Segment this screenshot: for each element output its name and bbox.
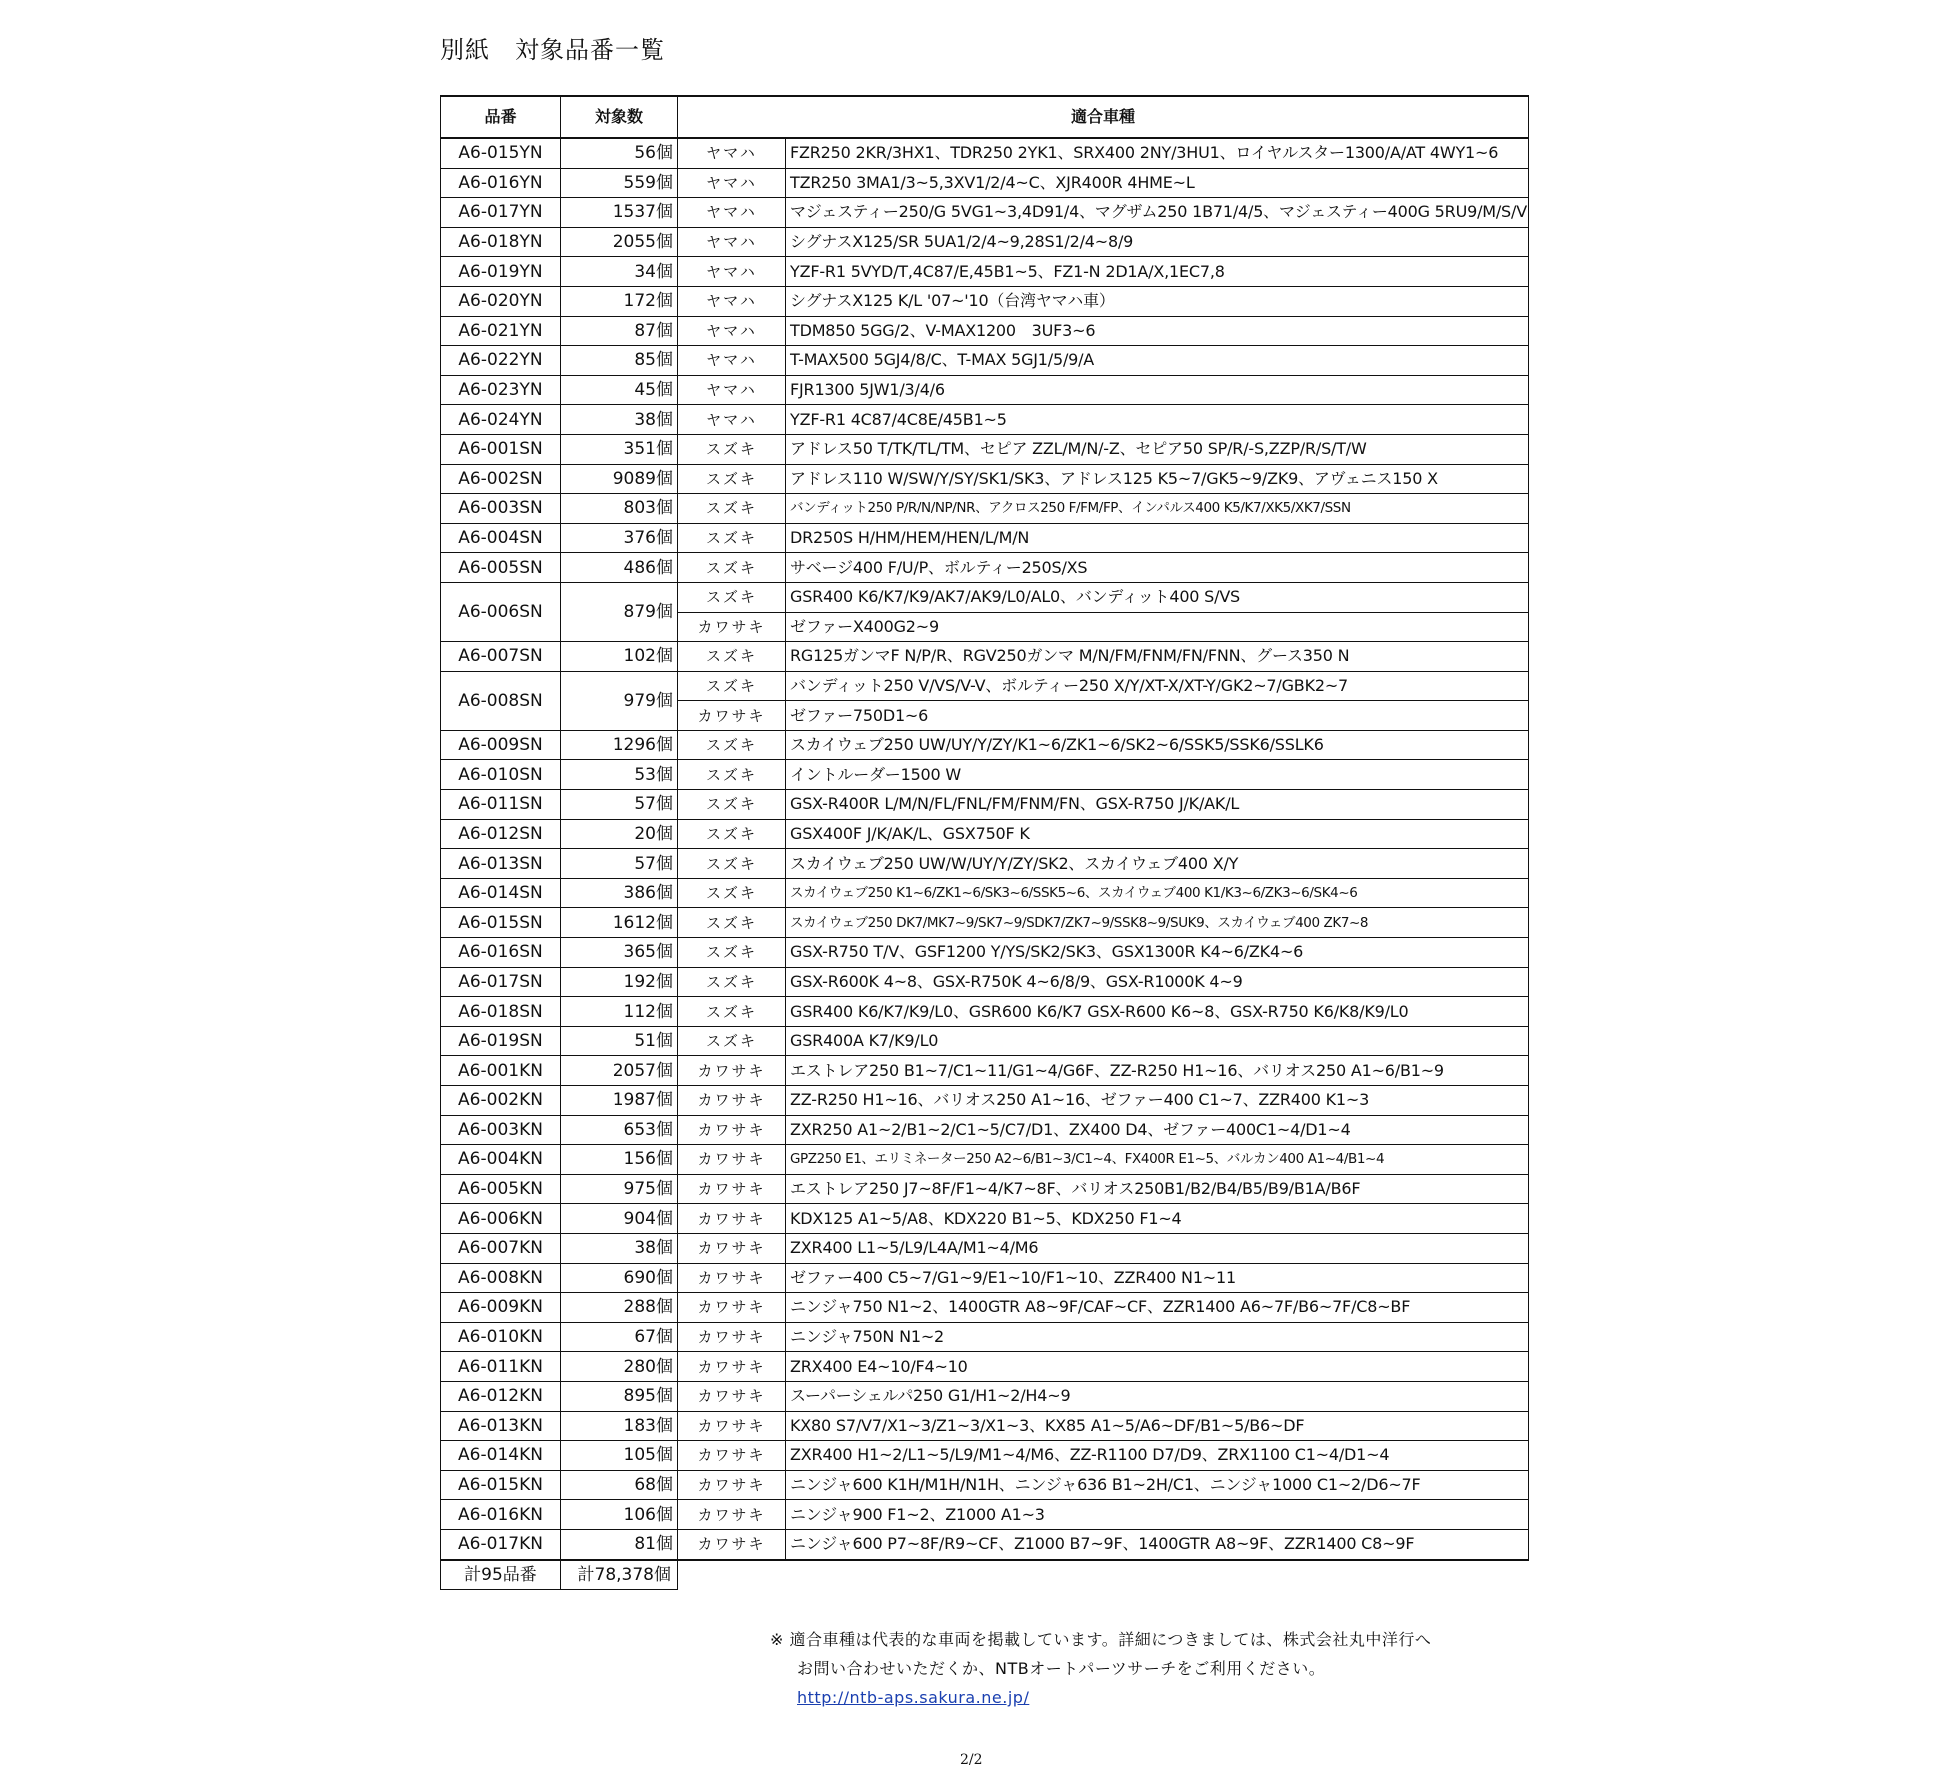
- part-number-cell: A6-017SN: [441, 967, 561, 997]
- part-number-cell: A6-003SN: [441, 494, 561, 524]
- table-row: [441, 227, 1529, 257]
- quantity-cell: 81個: [561, 1529, 678, 1559]
- table-row: [441, 1441, 1529, 1471]
- quantity-cell: 365個: [561, 938, 678, 968]
- header-compatible-models: 適合車種: [678, 96, 1529, 138]
- table-row: [441, 346, 1529, 376]
- models-cell: ニンジャ600 P7~8F/R9~CF、Z1000 B7~9F、1400GTR A8~9F、ZZR1400 C8~9F: [786, 1529, 1529, 1559]
- maker-cell: カワサキ: [678, 612, 786, 642]
- quantity-cell: 183個: [561, 1411, 678, 1441]
- models-cell: KX80 S7/V7/X1~3/Z1~3/X1~3、KX85 A1~5/A6~DF/B1~5/B6~DF: [786, 1411, 1529, 1441]
- search-site-link[interactable]: http://ntb-aps.sakura.ne.jp/: [797, 1688, 1030, 1707]
- part-number-cell: A6-021YN: [441, 316, 561, 346]
- part-number-cell: A6-005KN: [441, 1174, 561, 1204]
- quantity-cell: 53個: [561, 760, 678, 790]
- part-number-cell: A6-013KN: [441, 1411, 561, 1441]
- page-title: 別紙 対象品番一覧: [440, 36, 665, 64]
- table-row: [441, 1026, 1529, 1056]
- table-row: [441, 405, 1529, 435]
- table-row: [441, 375, 1529, 405]
- total-spacer: [678, 1560, 786, 1590]
- part-number-cell: A6-009SN: [441, 730, 561, 760]
- quantity-cell: 102個: [561, 642, 678, 672]
- quantity-cell: 1612個: [561, 908, 678, 938]
- part-number-cell: A6-018YN: [441, 227, 561, 257]
- table-row: [441, 582, 1529, 612]
- maker-cell: カワサキ: [678, 1411, 786, 1441]
- quantity-cell: 486個: [561, 553, 678, 583]
- quantity-cell: 67個: [561, 1322, 678, 1352]
- table-row: [441, 849, 1529, 879]
- models-cell: GSR400 K6/K7/K9/L0、GSR600 K6/K7 GSX-R600 K6~8、GSX-R750 K6/K8/K9/L0: [786, 997, 1529, 1027]
- quantity-cell: 38個: [561, 405, 678, 435]
- quantity-cell: 105個: [561, 1441, 678, 1471]
- maker-cell: カワサキ: [678, 1115, 786, 1145]
- models-cell: ニンジャ900 F1~2、Z1000 A1~3: [786, 1500, 1529, 1530]
- quantity-cell: 9089個: [561, 464, 678, 494]
- table-row: [441, 938, 1529, 968]
- quantity-cell: 904個: [561, 1204, 678, 1234]
- table-row: [441, 1086, 1529, 1116]
- maker-cell: スズキ: [678, 967, 786, 997]
- table-row: [441, 464, 1529, 494]
- table-row: [441, 790, 1529, 820]
- quantity-cell: 156個: [561, 1145, 678, 1175]
- header-quantity: 対象数: [561, 96, 678, 138]
- maker-cell: カワサキ: [678, 1086, 786, 1116]
- quantity-cell: 57個: [561, 790, 678, 820]
- maker-cell: スズキ: [678, 553, 786, 583]
- part-number-cell: A6-019SN: [441, 1026, 561, 1056]
- models-cell: DR250S H/HM/HEM/HEN/L/M/N: [786, 523, 1529, 553]
- quantity-cell: 2057個: [561, 1056, 678, 1086]
- maker-cell: スズキ: [678, 1026, 786, 1056]
- maker-cell: カワサキ: [678, 1441, 786, 1471]
- table-row: [441, 1381, 1529, 1411]
- part-number-cell: A6-016KN: [441, 1500, 561, 1530]
- footnote-line-2: お問い合わせいただくか、NTBオートパーツサーチをご利用ください。: [797, 1659, 1326, 1678]
- models-cell: ゼファー400 C5~7/G1~9/E1~10/F1~10、ZZR400 N1~11: [786, 1263, 1529, 1293]
- models-cell: YZF-R1 4C87/4C8E/45B1~5: [786, 405, 1529, 435]
- models-cell: FJR1300 5JW1/3/4/6: [786, 375, 1529, 405]
- table-row: [441, 967, 1529, 997]
- maker-cell: スズキ: [678, 582, 786, 612]
- models-cell: KDX125 A1~5/A8、KDX220 B1~5、KDX250 F1~4: [786, 1204, 1529, 1234]
- table-row: [441, 198, 1529, 228]
- maker-cell: カワサキ: [678, 1056, 786, 1086]
- table-row: [441, 997, 1529, 1027]
- maker-cell: スズキ: [678, 494, 786, 524]
- maker-cell: カワサキ: [678, 1500, 786, 1530]
- maker-cell: スズキ: [678, 790, 786, 820]
- part-number-cell: A6-006KN: [441, 1204, 561, 1234]
- quantity-cell: 38個: [561, 1233, 678, 1263]
- table-row: [441, 878, 1529, 908]
- maker-cell: スズキ: [678, 908, 786, 938]
- part-number-cell: A6-011SN: [441, 790, 561, 820]
- table-row: [441, 642, 1529, 672]
- table-row: [441, 1174, 1529, 1204]
- maker-cell: カワサキ: [678, 1174, 786, 1204]
- maker-cell: ヤマハ: [678, 227, 786, 257]
- table-row: [441, 168, 1529, 198]
- quantity-cell: 87個: [561, 316, 678, 346]
- quantity-cell: 351個: [561, 434, 678, 464]
- models-cell: エストレア250 J7~8F/F1~4/K7~8F、バリオス250B1/B2/B4/B5/B9/B1A/B6F: [786, 1174, 1529, 1204]
- part-number-cell: A6-012SN: [441, 819, 561, 849]
- table-row: [441, 1056, 1529, 1086]
- models-cell: ZXR400 H1~2/L1~5/L9/M1~4/M6、ZZ-R1100 D7/D9、ZRX1100 C1~4/D1~4: [786, 1441, 1529, 1471]
- maker-cell: スズキ: [678, 997, 786, 1027]
- table-row: [441, 553, 1529, 583]
- table-row: [441, 1293, 1529, 1323]
- models-cell: ゼファー750D1~6: [786, 701, 1529, 731]
- table-row: [441, 1115, 1529, 1145]
- quantity-cell: 895個: [561, 1381, 678, 1411]
- quantity-cell: 45個: [561, 375, 678, 405]
- models-cell: ZZ-R250 H1~16、バリオス250 A1~16、ゼファー400 C1~7、ZZR400 K1~3: [786, 1086, 1529, 1116]
- quantity-cell: 376個: [561, 523, 678, 553]
- table-row: [441, 434, 1529, 464]
- parts-table: [440, 95, 1529, 1590]
- models-cell: TDM850 5GG/2、V-MAX1200 3UF3~6: [786, 316, 1529, 346]
- table-row: [441, 1322, 1529, 1352]
- part-number-cell: A6-004KN: [441, 1145, 561, 1175]
- table-row: [441, 138, 1529, 168]
- models-cell: GSX-R750 T/V、GSF1200 Y/YS/SK2/SK3、GSX1300R K4~6/ZK4~6: [786, 938, 1529, 968]
- models-cell: FZR250 2KR/3HX1、TDR250 2YK1、SRX400 2NY/3HU1、ロイヤルスター1300/A/AT 4WY1~6: [786, 138, 1529, 168]
- quantity-cell: 34個: [561, 257, 678, 287]
- models-cell: GSX-R400R L/M/N/FL/FNL/FM/FNM/FN、GSX-R750 J/K/AK/L: [786, 790, 1529, 820]
- part-number-cell: A6-014SN: [441, 878, 561, 908]
- models-cell: GSX-R600K 4~8、GSX-R750K 4~6/8/9、GSX-R1000K 4~9: [786, 967, 1529, 997]
- maker-cell: ヤマハ: [678, 286, 786, 316]
- quantity-cell: 2055個: [561, 227, 678, 257]
- part-number-cell: A6-020YN: [441, 286, 561, 316]
- table-row: [441, 1470, 1529, 1500]
- maker-cell: ヤマハ: [678, 316, 786, 346]
- models-cell: シグナスX125/SR 5UA1/2/4~9,28S1/2/4~8/9: [786, 227, 1529, 257]
- part-number-cell: A6-015YN: [441, 138, 561, 168]
- part-number-cell: A6-007SN: [441, 642, 561, 672]
- models-cell: イントルーダー1500 W: [786, 760, 1529, 790]
- models-cell: エストレア250 B1~7/C1~11/G1~4/G6F、ZZ-R250 H1~16、バリオス250 A1~6/B1~9: [786, 1056, 1529, 1086]
- maker-cell: ヤマハ: [678, 257, 786, 287]
- table-row: [441, 257, 1529, 287]
- maker-cell: スズキ: [678, 849, 786, 879]
- models-cell: ZRX400 E4~10/F4~10: [786, 1352, 1529, 1382]
- maker-cell: ヤマハ: [678, 346, 786, 376]
- table-header-row: [441, 96, 1529, 138]
- quantity-cell: 172個: [561, 286, 678, 316]
- part-number-cell: A6-001KN: [441, 1056, 561, 1086]
- maker-cell: カワサキ: [678, 1352, 786, 1382]
- part-number-cell: A6-009KN: [441, 1293, 561, 1323]
- table-row: [441, 1529, 1529, 1559]
- maker-cell: スズキ: [678, 938, 786, 968]
- quantity-cell: 1987個: [561, 1086, 678, 1116]
- maker-cell: カワサキ: [678, 1233, 786, 1263]
- maker-cell: スズキ: [678, 642, 786, 672]
- models-cell: YZF-R1 5VYD/T,4C87/E,45B1~5、FZ1-N 2D1A/X,1EC7,8: [786, 257, 1529, 287]
- models-cell: TZR250 3MA1/3~5,3XV1/2/4~C、XJR400R 4HME~L: [786, 168, 1529, 198]
- part-number-cell: A6-023YN: [441, 375, 561, 405]
- maker-cell: スズキ: [678, 878, 786, 908]
- table-row: [441, 1145, 1529, 1175]
- part-number-cell: A6-010KN: [441, 1322, 561, 1352]
- models-cell: ニンジャ750N N1~2: [786, 1322, 1529, 1352]
- table-row: [441, 671, 1529, 701]
- models-cell: スカイウェブ250 K1~6/ZK1~6/SK3~6/SSK5~6、スカイウェブ400 K1/K3~6/ZK3~6/SK4~6: [786, 878, 1529, 908]
- maker-cell: スズキ: [678, 523, 786, 553]
- part-number-cell: A6-018SN: [441, 997, 561, 1027]
- table-row: [441, 730, 1529, 760]
- part-number-cell: A6-015SN: [441, 908, 561, 938]
- models-cell: GSR400 K6/K7/K9/AK7/AK9/L0/AL0、バンディット400 S/VS: [786, 582, 1529, 612]
- quantity-cell: 803個: [561, 494, 678, 524]
- total-quantity: 計78,378個: [561, 1560, 678, 1590]
- quantity-cell: 192個: [561, 967, 678, 997]
- quantity-cell: 280個: [561, 1352, 678, 1382]
- part-number-cell: A6-001SN: [441, 434, 561, 464]
- part-number-cell: A6-022YN: [441, 346, 561, 376]
- models-cell: スカイウェブ250 UW/W/UY/Y/ZY/SK2、スカイウェブ400 X/Y: [786, 849, 1529, 879]
- table-row: [441, 760, 1529, 790]
- models-cell: サベージ400 F/U/P、ボルティー250S/XS: [786, 553, 1529, 583]
- part-number-cell: A6-013SN: [441, 849, 561, 879]
- models-cell: シグナスX125 K/L '07~'10（台湾ヤマハ車）: [786, 286, 1529, 316]
- quantity-cell: 85個: [561, 346, 678, 376]
- part-number-cell: A6-002SN: [441, 464, 561, 494]
- models-cell: ニンジャ750 N1~2、1400GTR A8~9F/CAF~CF、ZZR1400 A6~7F/B6~7F/C8~BF: [786, 1293, 1529, 1323]
- models-cell: バンディット250 P/R/N/NP/NR、アクロス250 F/FM/FP、インパルス400 K5/K7/XK5/XK7/SSN: [786, 494, 1529, 524]
- part-number-cell: A6-006SN: [441, 582, 561, 641]
- models-cell: GSX400F J/K/AK/L、GSX750F K: [786, 819, 1529, 849]
- models-cell: マジェスティー250/G 5VG1~3,4D91/4、マグザム250 1B71/4/5、マジェスティー400G 5RU9/M/S/V: [786, 198, 1529, 228]
- parts-table-body: [441, 138, 1529, 1560]
- maker-cell: カワサキ: [678, 1145, 786, 1175]
- table-row: [441, 316, 1529, 346]
- quantity-cell: 1537個: [561, 198, 678, 228]
- part-number-cell: A6-016SN: [441, 938, 561, 968]
- quantity-cell: 106個: [561, 1500, 678, 1530]
- quantity-cell: 51個: [561, 1026, 678, 1056]
- table-row: [441, 523, 1529, 553]
- models-cell: RG125ガンマF N/P/R、RGV250ガンマ M/N/FM/FNM/FN/FNN、グース350 N: [786, 642, 1529, 672]
- table-row: [441, 494, 1529, 524]
- quantity-cell: 68個: [561, 1470, 678, 1500]
- maker-cell: カワサキ: [678, 1470, 786, 1500]
- part-number-cell: A6-004SN: [441, 523, 561, 553]
- part-number-cell: A6-003KN: [441, 1115, 561, 1145]
- table-row: [441, 1352, 1529, 1382]
- maker-cell: ヤマハ: [678, 198, 786, 228]
- quantity-cell: 979個: [561, 671, 678, 730]
- quantity-cell: 288個: [561, 1293, 678, 1323]
- maker-cell: カワサキ: [678, 1322, 786, 1352]
- models-cell: スーパーシェルパ250 G1/H1~2/H4~9: [786, 1381, 1529, 1411]
- page-number: 2/2: [960, 1752, 983, 1768]
- models-cell: アドレス50 T/TK/TL/TM、セピア ZZL/M/N/-Z、セピア50 SP/R/-S,ZZP/R/S/T/W: [786, 434, 1529, 464]
- models-cell: スカイウェブ250 UW/UY/Y/ZY/K1~6/ZK1~6/SK2~6/SSK5/SSK6/SSLK6: [786, 730, 1529, 760]
- part-number-cell: A6-024YN: [441, 405, 561, 435]
- models-cell: スカイウェブ250 DK7/MK7~9/SK7~9/SDK7/ZK7~9/SSK8~9/SUK9、スカイウェブ400 ZK7~8: [786, 908, 1529, 938]
- table-row: [441, 1233, 1529, 1263]
- maker-cell: カワサキ: [678, 1381, 786, 1411]
- maker-cell: ヤマハ: [678, 168, 786, 198]
- maker-cell: カワサキ: [678, 1204, 786, 1234]
- part-number-cell: A6-011KN: [441, 1352, 561, 1382]
- total-spacer-2: [786, 1560, 1529, 1590]
- part-number-cell: A6-008KN: [441, 1263, 561, 1293]
- part-number-cell: A6-008SN: [441, 671, 561, 730]
- table-row: [441, 286, 1529, 316]
- maker-cell: ヤマハ: [678, 138, 786, 168]
- quantity-cell: 975個: [561, 1174, 678, 1204]
- header-part-number: 品番: [441, 96, 561, 138]
- maker-cell: カワサキ: [678, 1293, 786, 1323]
- models-cell: アドレス110 W/SW/Y/SY/SK1/SK3、アドレス125 K5~7/GK5~9/ZK9、アヴェニス150 X: [786, 464, 1529, 494]
- maker-cell: カワサキ: [678, 1263, 786, 1293]
- part-number-cell: A6-014KN: [441, 1441, 561, 1471]
- footnote-line-1: ※ 適合車種は代表的な車両を掲載しています。詳細につきましては、株式会社丸中洋行へ: [770, 1630, 1432, 1649]
- total-parts: 計95品番: [441, 1560, 561, 1590]
- models-cell: ZXR400 L1~5/L9/L4A/M1~4/M6: [786, 1233, 1529, 1263]
- quantity-cell: 20個: [561, 819, 678, 849]
- maker-cell: ヤマハ: [678, 375, 786, 405]
- table-row: [441, 1500, 1529, 1530]
- quantity-cell: 1296個: [561, 730, 678, 760]
- models-cell: ニンジャ600 K1H/M1H/N1H、ニンジャ636 B1~2H/C1、ニンジャ1000 C1~2/D6~7F: [786, 1470, 1529, 1500]
- part-number-cell: A6-007KN: [441, 1233, 561, 1263]
- footnote: [770, 1625, 1431, 1712]
- maker-cell: カワサキ: [678, 1529, 786, 1559]
- part-number-cell: A6-016YN: [441, 168, 561, 198]
- part-number-cell: A6-017YN: [441, 198, 561, 228]
- quantity-cell: 112個: [561, 997, 678, 1027]
- maker-cell: スズキ: [678, 819, 786, 849]
- part-number-cell: A6-015KN: [441, 1470, 561, 1500]
- models-cell: ZXR250 A1~2/B1~2/C1~5/C7/D1、ZX400 D4、ゼファー400C1~4/D1~4: [786, 1115, 1529, 1145]
- maker-cell: スズキ: [678, 671, 786, 701]
- table-row: [441, 1411, 1529, 1441]
- part-number-cell: A6-012KN: [441, 1381, 561, 1411]
- part-number-cell: A6-002KN: [441, 1086, 561, 1116]
- part-number-cell: A6-019YN: [441, 257, 561, 287]
- part-number-cell: A6-017KN: [441, 1529, 561, 1559]
- models-cell: GPZ250 E1、エリミネーター250 A2~6/B1~3/C1~4、FX400R E1~5、バルカン400 A1~4/B1~4: [786, 1145, 1529, 1175]
- quantity-cell: 57個: [561, 849, 678, 879]
- maker-cell: カワサキ: [678, 701, 786, 731]
- part-number-cell: A6-010SN: [441, 760, 561, 790]
- totals-row: [441, 1560, 1529, 1590]
- models-cell: GSR400A K7/K9/L0: [786, 1026, 1529, 1056]
- quantity-cell: 879個: [561, 582, 678, 641]
- models-cell: バンディット250 V/VS/V-V、ボルティー250 X/Y/XT-X/XT-Y/GK2~7/GBK2~7: [786, 671, 1529, 701]
- models-cell: T-MAX500 5GJ4/8/C、T-MAX 5GJ1/5/9/A: [786, 346, 1529, 376]
- quantity-cell: 690個: [561, 1263, 678, 1293]
- quantity-cell: 653個: [561, 1115, 678, 1145]
- quantity-cell: 559個: [561, 168, 678, 198]
- maker-cell: スズキ: [678, 730, 786, 760]
- maker-cell: ヤマハ: [678, 405, 786, 435]
- quantity-cell: 56個: [561, 138, 678, 168]
- table-row: [441, 908, 1529, 938]
- table-row: [441, 1204, 1529, 1234]
- models-cell: ゼファーX400G2~9: [786, 612, 1529, 642]
- table-row: [441, 1263, 1529, 1293]
- maker-cell: スズキ: [678, 760, 786, 790]
- table-row: [441, 819, 1529, 849]
- part-number-cell: A6-005SN: [441, 553, 561, 583]
- maker-cell: スズキ: [678, 434, 786, 464]
- quantity-cell: 386個: [561, 878, 678, 908]
- maker-cell: スズキ: [678, 464, 786, 494]
